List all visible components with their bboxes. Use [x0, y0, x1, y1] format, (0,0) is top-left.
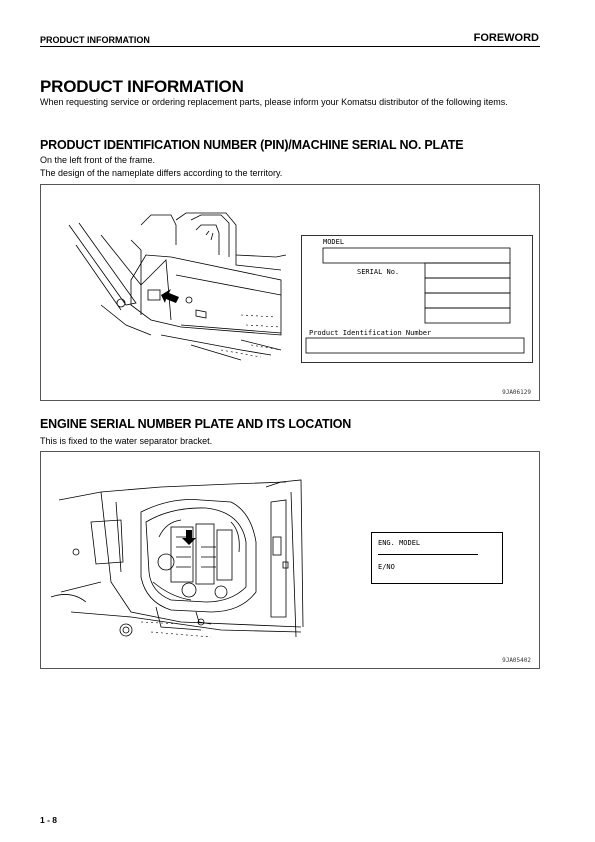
plate-serial-label: SERIAL No. — [357, 268, 400, 276]
section-pin-location-text: On the left front of the frame. — [40, 155, 156, 165]
figure-code: 9JA06129 — [502, 389, 531, 396]
engine-nameplate — [371, 532, 503, 584]
figure-pin-plate — [40, 184, 540, 401]
engine-plate-serial-label: E/NO — [378, 563, 395, 571]
plate-model-label: MODEL — [323, 238, 345, 246]
machine-nameplate — [301, 235, 533, 363]
figure-code: 9JA05402 — [502, 657, 531, 664]
arrow-down-icon — [182, 530, 196, 545]
page-title: PRODUCT INFORMATION — [40, 77, 244, 96]
section-pin-title: PRODUCT IDENTIFICATION NUMBER (PIN)/MACHINE SERIAL NO. PLATE — [40, 138, 464, 152]
header-rule — [40, 46, 540, 47]
header-section-label: PRODUCT INFORMATION — [40, 35, 150, 45]
header-chapter-label: FOREWORD — [473, 32, 539, 44]
intro-paragraph: When requesting service or ordering replacement parts, please inform your Komatsu distributor of the following items. — [40, 97, 508, 107]
figure-engine-plate — [40, 451, 540, 669]
arrow-icon — [161, 289, 179, 303]
engine-plate-model-line — [378, 554, 478, 555]
plate-pin-label: Product Identification Number — [309, 329, 432, 337]
section-engine-title: ENGINE SERIAL NUMBER PLATE AND ITS LOCATION — [40, 417, 352, 431]
section-engine-location-text: This is fixed to the water separator bracket. — [40, 436, 213, 446]
engine-plate-model-label: ENG. MODEL — [378, 539, 421, 547]
page-number: 1 - 8 — [40, 815, 58, 825]
section-pin-note-text: The design of the nameplate differs according to the territory. — [40, 168, 283, 178]
